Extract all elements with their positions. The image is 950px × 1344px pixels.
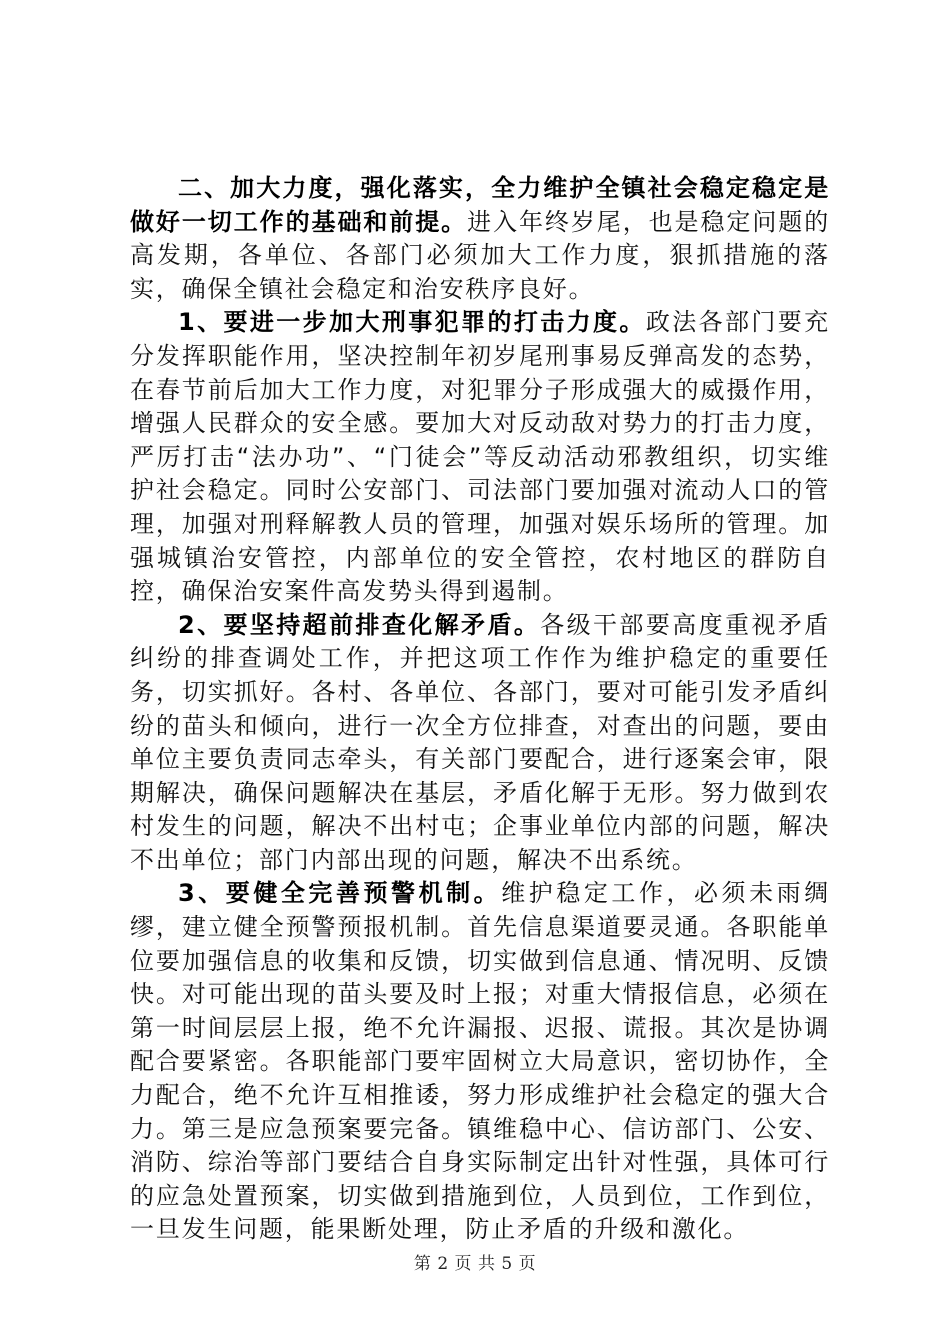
item-3-paragraph bbox=[130, 877, 830, 1247]
item-1-text: 政法各部门要充分发挥职能作用，坚决控制年初岁尾刑事易反弹高发的态势，在春节前后加大工作力度，对犯罪分子形成强大的威摄作用，增强人民群众的安全感。要加大对反动敌对势力的打击力度，严厉打击“法办功”、“门徒会”等反动活动邪教组织，切实维护社会稳定。同时公安部门、司法部门要加强对流动人口的管理，加强对刑释解教人员的管理，加强对娱乐场所的管理。加强城镇治安管控，内部单位的安全管控，农村地区的群防自控，确保治安案件高发势头得到遏制。 bbox=[130, 308, 830, 606]
page-footer: 第 2 页 共 5 页 bbox=[413, 1254, 537, 1274]
item-1-heading: 1、要进一步加大刑事犯罪的打击力度。 bbox=[178, 308, 646, 337]
section-two-heading: 二、加大力度，强化落实，全力维护全镇社会稳定稳定是做好一切工作的基础和前提。 bbox=[130, 174, 830, 236]
item-2-text: 各级干部要高度重视矛盾纠纷的排查调处工作，并把这项工作作为维护稳定的重要任务，切实抓好。各村、各单位、各部门，要对可能引发矛盾纠纷的苗头和倾向，进行一次全方位排查，对查出的问题，要由单位主要负责同志牵头，有关部门要配合，进行逐案会审，限期解决，确保问题解决在基层，矛盾化解于无形。努力做到农村发生的问题，解决不出村屯；企事业单位内部的问题，解决不出单位；部门内部出现的问题，解决不出系统。 bbox=[130, 610, 830, 874]
item-3-heading: 3、要健全完善预警机制。 bbox=[178, 879, 502, 908]
document-body bbox=[130, 172, 830, 1247]
item-1-paragraph bbox=[130, 306, 830, 608]
section-two-paragraph bbox=[130, 172, 830, 306]
item-2-paragraph bbox=[130, 609, 830, 878]
item-3-text: 维护稳定工作，必须未雨绸缪，建立健全预警预报机制。首先信息渠道要灵通。各职能单位要加强信息的收集和反馈，切实做到信息通、情况明、反馈快。对可能出现的苗头要及时上报；对重大情报信息，必须在第一时间层层上报，绝不允许漏报、迟报、谎报。其次是协调配合要紧密。各职能部门要牢固树立大局意识，密切协作，全力配合，绝不允许互相推诿，努力形成维护社会稳定的强大合力。第三是应急预案要完备。镇维稳中心、信访部门、公安、消防、综治等部门要结合自身实际制定出针对性强，具体可行的应急处置预案，切实做到措施到位，人员到位，工作到位，一旦发生问题，能果断处理，防止矛盾的升级和激化。 bbox=[130, 879, 830, 1244]
item-2-heading: 2、要坚持超前排查化解矛盾。 bbox=[178, 610, 541, 639]
section-two-text: 进入年终岁尾，也是稳定问题的高发期，各单位、各部门必须加大工作力度，狠抓措施的落实，确保全镇社会稳定和治安秩序良好。 bbox=[130, 207, 831, 303]
